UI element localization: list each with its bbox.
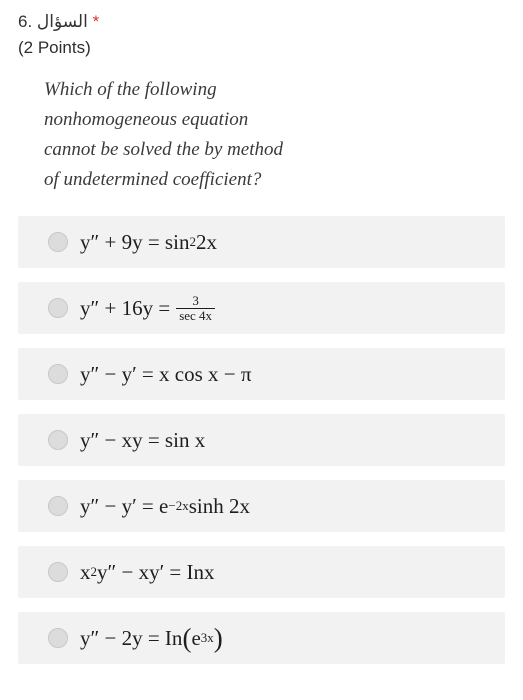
question-text-line: Which of the following: [44, 79, 217, 100]
option-label: y″ + 9y = sin 2 2x: [80, 229, 217, 254]
required-asterisk: *: [92, 12, 100, 31]
option-1[interactable]: [18, 216, 505, 268]
option-label: y″ − xy = sin x: [80, 427, 206, 452]
option-5[interactable]: [18, 480, 505, 532]
option-4[interactable]: [18, 414, 505, 466]
radio-button[interactable]: [48, 430, 68, 450]
option-7[interactable]: [18, 612, 505, 664]
option-label: y″ − y′ = x cos x − π: [80, 361, 252, 386]
radio-button[interactable]: [48, 562, 68, 582]
question-number: 6. السؤال: [18, 12, 88, 31]
question-header: [18, 10, 99, 34]
option-label: y″ − y′ = e −2x sinh 2x: [80, 493, 250, 518]
question-text-line: cannot be solved the by method: [44, 139, 284, 160]
answer-options: [18, 216, 505, 678]
radio-button[interactable]: [48, 364, 68, 384]
option-label: y″ − 2y = In ( e 3x ): [80, 622, 223, 653]
fraction: $\frac{3}{\sec 4x}$: [176, 294, 215, 323]
question-text-line: nonhomogeneous equation: [44, 109, 249, 130]
question-text: [44, 75, 364, 195]
option-label: x 2 y″ − xy′ = Inx: [80, 559, 215, 584]
question-points: (2 Points): [18, 38, 91, 57]
option-label: y″ + 16y = $\frac{3}{\sec 4x}$: [80, 282, 215, 334]
question-text-line: of undetermined coefficient?: [44, 169, 262, 190]
radio-button[interactable]: [48, 496, 68, 516]
radio-button[interactable]: [48, 628, 68, 648]
option-2[interactable]: [18, 282, 505, 334]
radio-button[interactable]: [48, 232, 68, 252]
radio-button[interactable]: [48, 298, 68, 318]
option-3[interactable]: [18, 348, 505, 400]
option-6[interactable]: [18, 546, 505, 598]
